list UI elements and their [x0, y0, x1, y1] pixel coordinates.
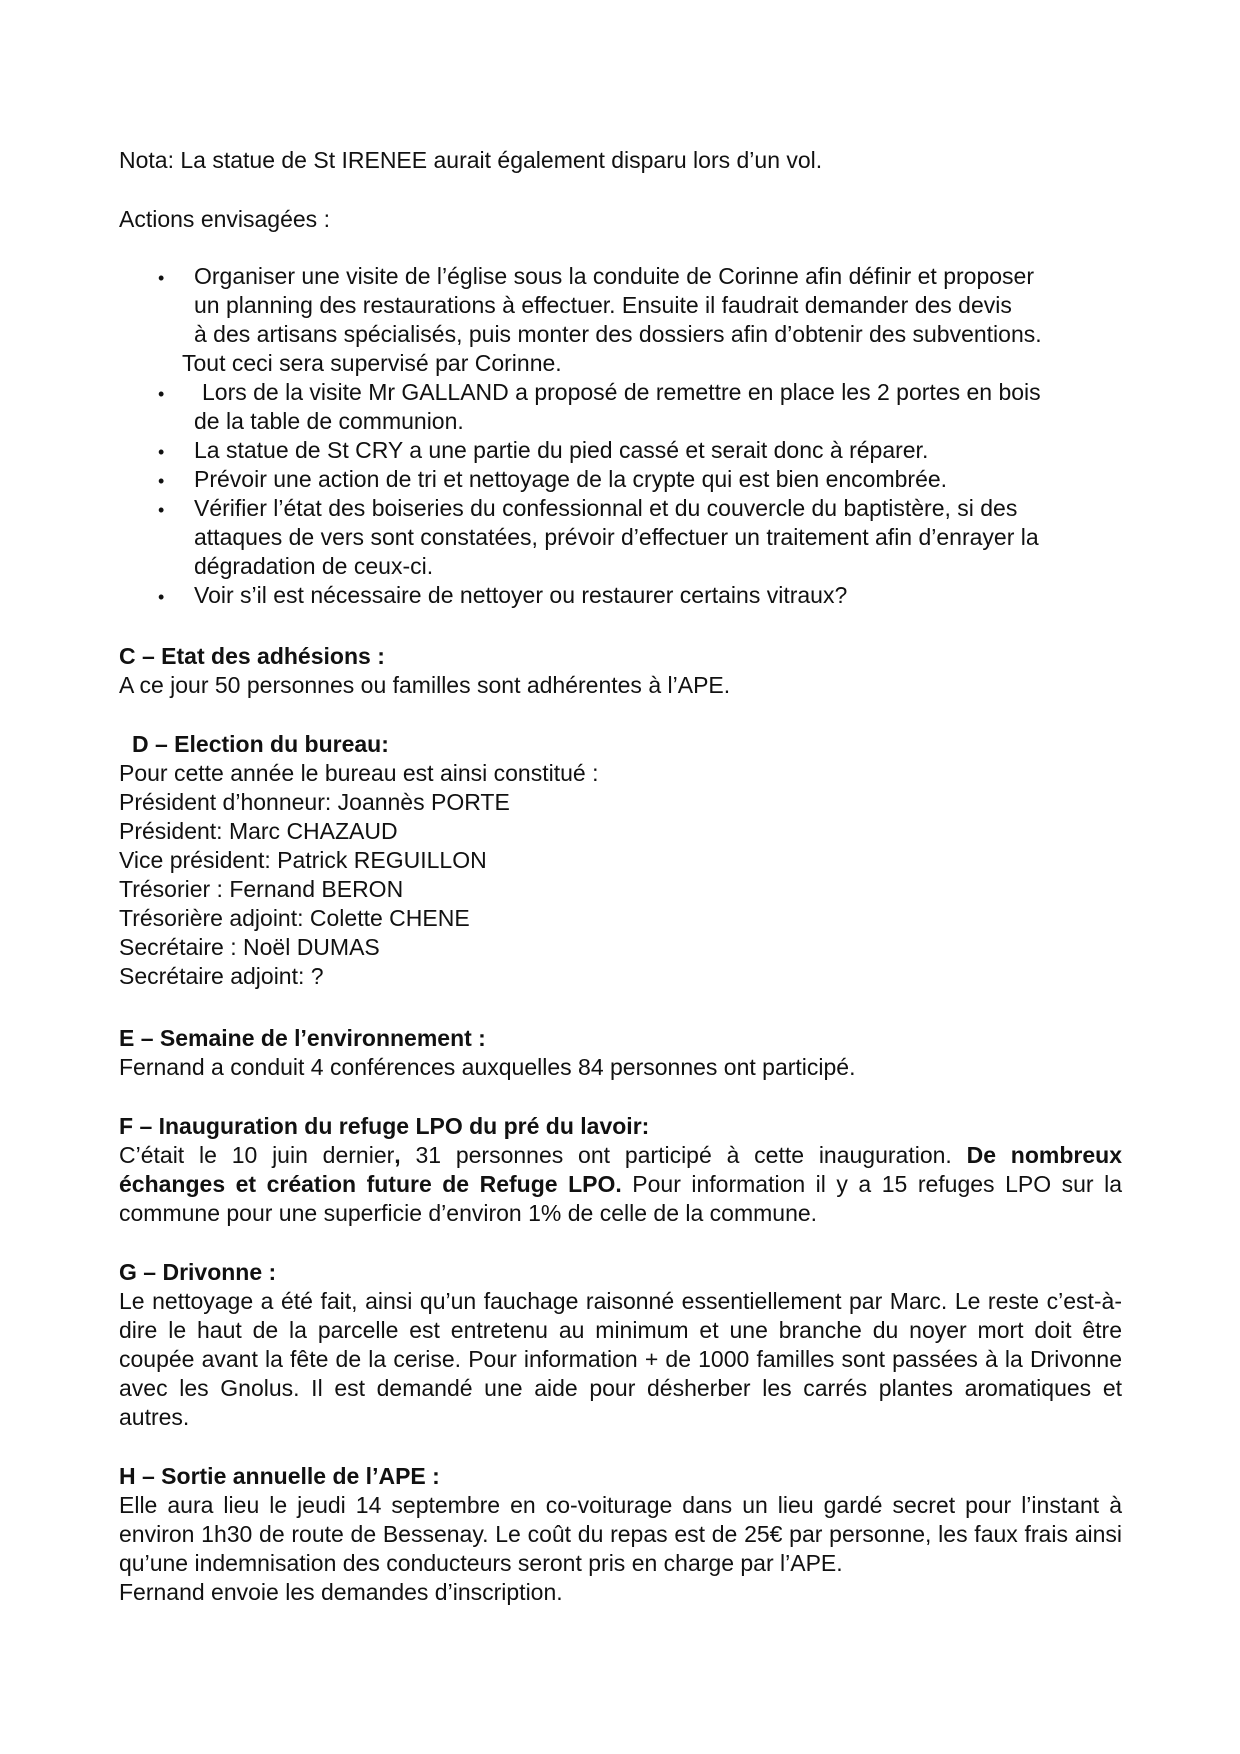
section-f-title: F – Inauguration du refuge LPO du pré du lavoir: — [119, 1113, 650, 1139]
section-e-text: Fernand a conduit 4 conférences auxquelles 84 personnes ont participé. — [119, 1054, 856, 1080]
bullet-icon: • — [158, 471, 165, 491]
action-item: • Prévoir une action de tri et nettoyage de la crypte qui est bien encombrée. — [119, 465, 1122, 494]
section-h-last-line: Fernand envoie les demandes d’inscription. — [119, 1579, 563, 1605]
nota-text: Nota: La statue de St IRENEE aurait également disparu lors d’un vol. — [119, 147, 823, 173]
bullet-icon: • — [158, 442, 165, 462]
action-item: • Organiser une visite de l’église sous la conduite de Corinne afin définir et proposer un planning des restaurations à effectuer. Ensuite il faudrait demander des devis à des artisans spécialisés, puis monter des dossiers afin d’obtenir des subventions. Tout ceci sera supervisé par Corinne. — [158, 263, 1042, 376]
section-h-title: H – Sortie annuelle de l’APE : — [119, 1463, 440, 1489]
bureau-list: Pour cette année le bureau est ainsi constitué : Président d’honneur: Joannès PORTE Président: Marc CHAZAUD Vice président: Patrick REGUILLON Trésorier : Fernand BERON Trésorière adjoint: Colette CHENE Secrétaire : Noël DUMAS Secrétaire adjoint: ? — [119, 760, 599, 989]
section-e-title: E – Semaine de l’environnement : — [119, 1025, 486, 1051]
bullet-icon: • — [158, 268, 165, 288]
action-item: • Vérifier l’état des boiseries du confessionnal et du couvercle du baptistère, si des attaques de vers sont constatées, prévoir d’effectuer un traitement afin d’enrayer la dégradation de ceux-ci. — [158, 495, 1039, 579]
section-g-title: G – Drivonne : — [119, 1259, 277, 1285]
bullet-icon: • — [158, 384, 165, 404]
actions-heading: Actions envisagées : — [119, 206, 330, 232]
action-item: • Voir s’il est nécessaire de nettoyer ou restaurer certains vitraux? — [119, 581, 1122, 610]
section-c-text: A ce jour 50 personnes ou familles sont adhérentes à l’APE. — [119, 672, 731, 698]
actions-list — [119, 262, 1122, 610]
section-h-text: Elle aura lieu le jeudi 14 septembre en co-voiturage dans un lieu gardé secret pour l’instant à environ 1h30 de route de Bessenay. Le coût du repas est de 25€ par personne, les faux frais ainsi qu’une indemnisation des conducteurs seront pris en charge par l’APE. — [119, 1492, 1122, 1576]
action-item: • La statue de St CRY a une partie du pied cassé et serait donc à réparer. — [119, 436, 1122, 465]
section-g-text: Le nettoyage a été fait, ainsi qu’un fauchage raisonné essentiellement par Marc. Le reste c’est-à-dire le haut de la parcelle est entretenu au minimum et une branche du noyer mort doit être coupée avant la fête de la cerise. Pour information + de 1000 familles sont passées à la Drivonne avec les Gnolus. Il est demandé une aide pour désherber les carrés plantes aromatiques et autres. — [119, 1288, 1122, 1430]
bullet-icon: • — [158, 500, 165, 520]
section-f-text: C’était le 10 juin dernier, 31 personnes ont participé à cette inauguration. De nombreux échanges et création future de Refuge LPO. Pour information il y a 15 refuges LPO sur la commune pour une superficie d’environ 1% de celle de la commune. — [119, 1142, 1122, 1226]
section-c-title: C – Etat des adhésions : — [119, 643, 385, 669]
bullet-icon: • — [158, 587, 165, 607]
action-item: • Lors de la visite Mr GALLAND a proposé de remettre en place les 2 portes en bois de la table de communion. — [158, 379, 1041, 434]
section-d-title: D – Election du bureau: — [132, 731, 389, 757]
